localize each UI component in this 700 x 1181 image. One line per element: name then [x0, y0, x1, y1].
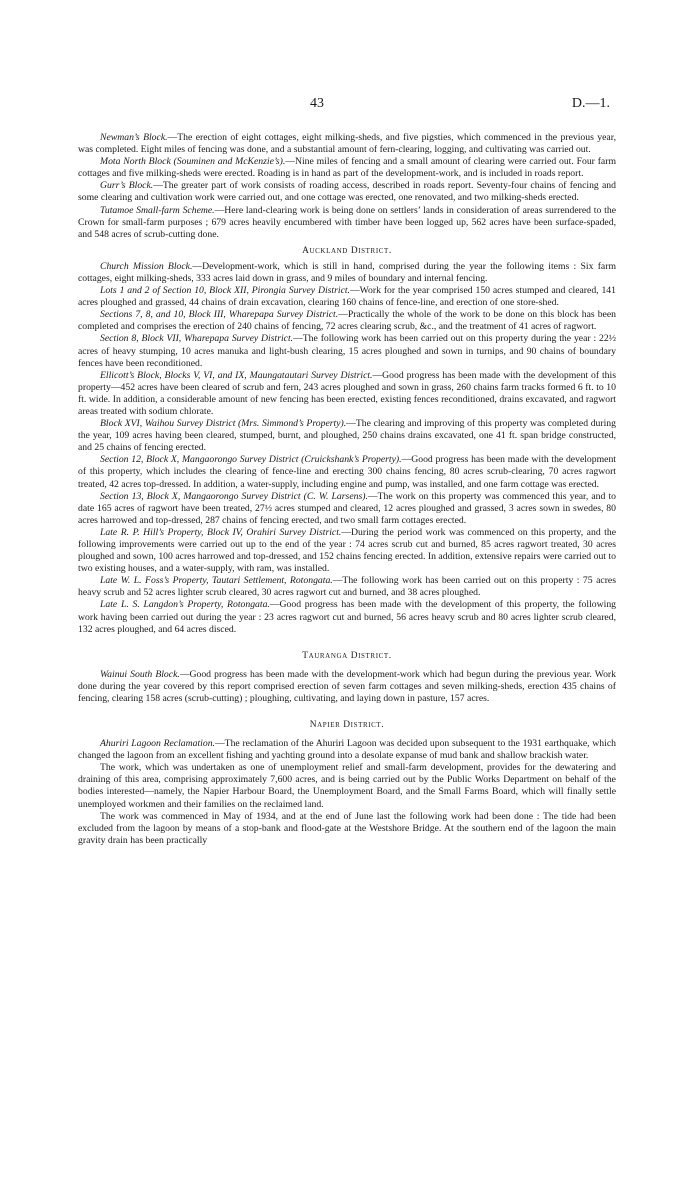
paragraph-lead: Gurr’s Block.	[100, 180, 154, 192]
paragraph	[78, 333, 616, 369]
paragraph-lead: Section 13, Block X, Mangaorongo Survey District (C. W. Larsens).	[100, 490, 368, 502]
paragraph	[78, 156, 616, 180]
paragraph-text: The work, which was undertaken as one of unemployment relief and small-farm development, provides for the dewatering and draining of this area, comprising approximately 7,600 acres, and is being carried out by the Public Works Department on behalf of the bodies interested—namely, the Napier Harbour Board, the Unemployment Board, and the Small Farms Board, which will finally settle unemployed workmen and their families on the reclaimed land.	[78, 762, 616, 810]
district-heading: Tauranga District.	[302, 650, 392, 661]
paragraph-text: —The clearing and improving of this property was completed during the year, 109 acres having been cleared, stumped, burnt, and ploughed, 250 chains drains excavated, one 41 ft. span bridge constructed, and 25 chains of fencing erected.	[78, 418, 616, 454]
paragraph-text: —Practically the whole of the work to be done on this block has been completed and comprises the erection of 240 chains of fencing, 72 acres clearing scrub, &c., and the treatment of 41 acres of ragwort.	[78, 309, 616, 333]
paragraph	[78, 762, 616, 810]
paragraph-text: —Good progress has been made with the development of this property, the following work having been carried out during the year : 23 acres ragwort cut and burned, 56 acres heavy scrub and 80 acres lighter scrub cleared, 132 acres ploughed, and 64 acres disced.	[78, 599, 617, 635]
paragraph	[78, 738, 616, 762]
district-heading: Auckland District.	[302, 245, 392, 256]
paragraph-text: —The following work has been carried out on this property : 75 acres heavy scrub and 52 acres lighter scrub cleared, 30 acres ragwort cut and burned, and 38 acres ploughed.	[78, 575, 616, 599]
paragraph-lead: Late W. L. Foss’s Property, Tautari Settlement, Rotongata.	[100, 575, 333, 587]
paragraph-lead: Late L. S. Langdon’s Property, Rotongata.	[100, 599, 270, 611]
paragraph-text: —Work for the year comprised 150 acres stumped and cleared, 141 acres ploughed and grassed, 44 chains of drain excavation, clearing 160 chains of fence-line, and erection of one store-shed.	[78, 285, 616, 309]
paragraph	[78, 309, 616, 333]
paragraph-lead: Wainui South Block.	[100, 668, 180, 680]
paragraph-lead: Sections 7, 8, and 10, Block III, Wharepapa Survey District.	[100, 309, 339, 321]
paragraph-lead: Church Mission Block.	[100, 260, 193, 272]
paragraph-lead: Section 12, Block X, Mangaorongo Survey District (Cruickshank’s Property).	[100, 454, 402, 466]
document-page	[78, 96, 616, 847]
paragraph-lead: Section 8, Block VII, Wharepapa Survey District.	[100, 333, 294, 345]
paragraph	[78, 180, 616, 204]
paragraph	[78, 370, 616, 418]
paragraph-text: —The erection of eight cottages, eight milking-sheds, and five pigsties, which commenced in the previous year, was completed. Eight miles of fencing was done, and a substantial amount of fern-clearing, logging, and cultivating was carried out.	[78, 132, 616, 156]
paragraph	[78, 454, 616, 490]
paragraph-lead: Block XVI, Waihou Survey District (Mrs. Simmond’s Property).	[100, 418, 347, 430]
paragraph	[78, 285, 616, 309]
body-text	[78, 132, 616, 847]
paragraph-text: —The reclamation of the Ahuriri Lagoon was decided upon subsequent to the 1931 earthquake, which changed the lagoon from an excellent fishing and yachting ground into a desolate expanse of mud bank and shallow brackish water.	[78, 738, 616, 762]
paragraph-text: —Good progress has been made with the development of this property—452 acres have been cleared of scrub and fern, 243 acres ploughed and sown in grass, 260 chains farm tracks formed 6 ft. to 10 ft. wide. In addition, a considerable amount of new fencing has been erected, existing fences reconditioned, drains excavated, and ragwort areas treated with sodium chlorate.	[78, 369, 616, 417]
page-header	[78, 96, 616, 118]
paragraph	[78, 527, 616, 575]
paragraph-text: —Development-work, which is still in hand, comprised during the year the following items : Six farm cottages, eight milking-sheds, 333 acres laid down in grass, and 9 miles of boundary and internal fencing.	[78, 260, 616, 284]
paragraph	[78, 491, 616, 527]
paragraph-text: —During the period work was commenced on this property, and the following improvements were carried out up to the end of the year : 74 acres scrub cut and burned, 85 acres ragwort treated, 30 acres ploughed and sown, 100 acres harrowed and top-dressed, and 152 chains fencing erected. In addition, extensive repairs were carried out to two existing houses, and a water-supply, with ram, was installed.	[78, 526, 617, 575]
paragraph-text: —Here land-clearing work is being done on settlers’ lands in consideration of areas surrendered to the Crown for small-farm purposes ; 679 acres heavily encumbered with timber have been logged up, 562 acres have been surface-spaded, and 548 acres of scrub-cutting done.	[78, 204, 616, 240]
paragraph-lead: Newman’s Block.	[100, 132, 168, 143]
paragraph-text: —Good progress has been made with the development of this property, which includes the clearing of fence-line and erecting 300 chains fencing, 80 acres scrub-clearing, 70 acres ragwort treated, 42 acres top-dressed. In addition, a water-supply, including engine and pump, was installed, and one farm cottage was erected.	[78, 454, 616, 490]
paragraph	[78, 205, 616, 241]
paragraph-lead: Ellicott’s Block, Blocks V, VI, and IX, Maungatautari Survey District.	[100, 369, 373, 381]
paragraph	[78, 599, 616, 635]
document-reference: D.—1.	[571, 96, 610, 111]
paragraph-lead: Mota North Block (Souminen and McKenzie’s).	[100, 156, 286, 168]
paragraph-text: —Nine miles of fencing and a small amount of clearing were carried out. Four farm cottages and five milking-sheds were erected. Roading is in hand as part of the development-work, and is included in roads report.	[78, 156, 616, 180]
paragraph-text: —The greater part of work consists of roading access, described in roads report. Seventy-four chains of fencing and some clearing and cultivation work were carried out, and one cottage was erected, one renovated, and two milking-sheds erected.	[78, 180, 616, 204]
paragraph	[78, 575, 616, 599]
district-heading: Napier District.	[309, 720, 385, 731]
paragraph-text: —The following work has been carried out on this property during the year : 22½ acres of heavy stumping, 10 acres manuka and light-bush clearing, 15 acres ploughed and sown in turnips, and 90 chains of boundary fences have been reconditioned.	[78, 333, 616, 369]
paragraph-lead: Lots 1 and 2 of Section 10, Block XII, Pirongia Survey District.	[100, 285, 350, 297]
paragraph-text: —Good progress has been made with the development-work which had begun during the previous year. Work done during the year covered by this report comprised erection of seven farm cottages and seven milking-sheds, erection 435 chains of fencing, clearing 158 acres (scrub-cutting) ; ploughing, cultivating, and laying down in pasture, 157 acres.	[78, 668, 617, 704]
paragraph	[78, 261, 616, 285]
paragraph-lead: Ahuriri Lagoon Reclamation.	[100, 738, 215, 750]
paragraph	[78, 669, 616, 705]
paragraph	[78, 132, 616, 156]
paragraph-lead: Tutamoe Small-farm Scheme.	[100, 204, 215, 216]
paragraph-lead: Late R. P. Hill’s Property, Block IV, Orahiri Survey District.	[100, 526, 342, 538]
page-number: 43	[310, 96, 324, 111]
paragraph	[78, 811, 616, 847]
paragraph	[78, 418, 616, 454]
paragraph-text: —The work on this property was commenced this year, and to date 165 acres of ragwort have been treated, 27½ acres stumped and cleared, 12 acres ploughed and grassed, 3 acres sown in swedes, 80 acres harrowed and top-dressed, 287 chains of fencing erected, and two small farm cottages erected.	[78, 490, 616, 526]
paragraph-text: The work was commenced in May of 1934, and at the end of June last the following work had been done : The tide had been excluded from the lagoon by means of a stop-bank and flood-gate at the Westshore Bridge. At the southern end of the lagoon the main gravity drain has been practically	[78, 810, 616, 846]
